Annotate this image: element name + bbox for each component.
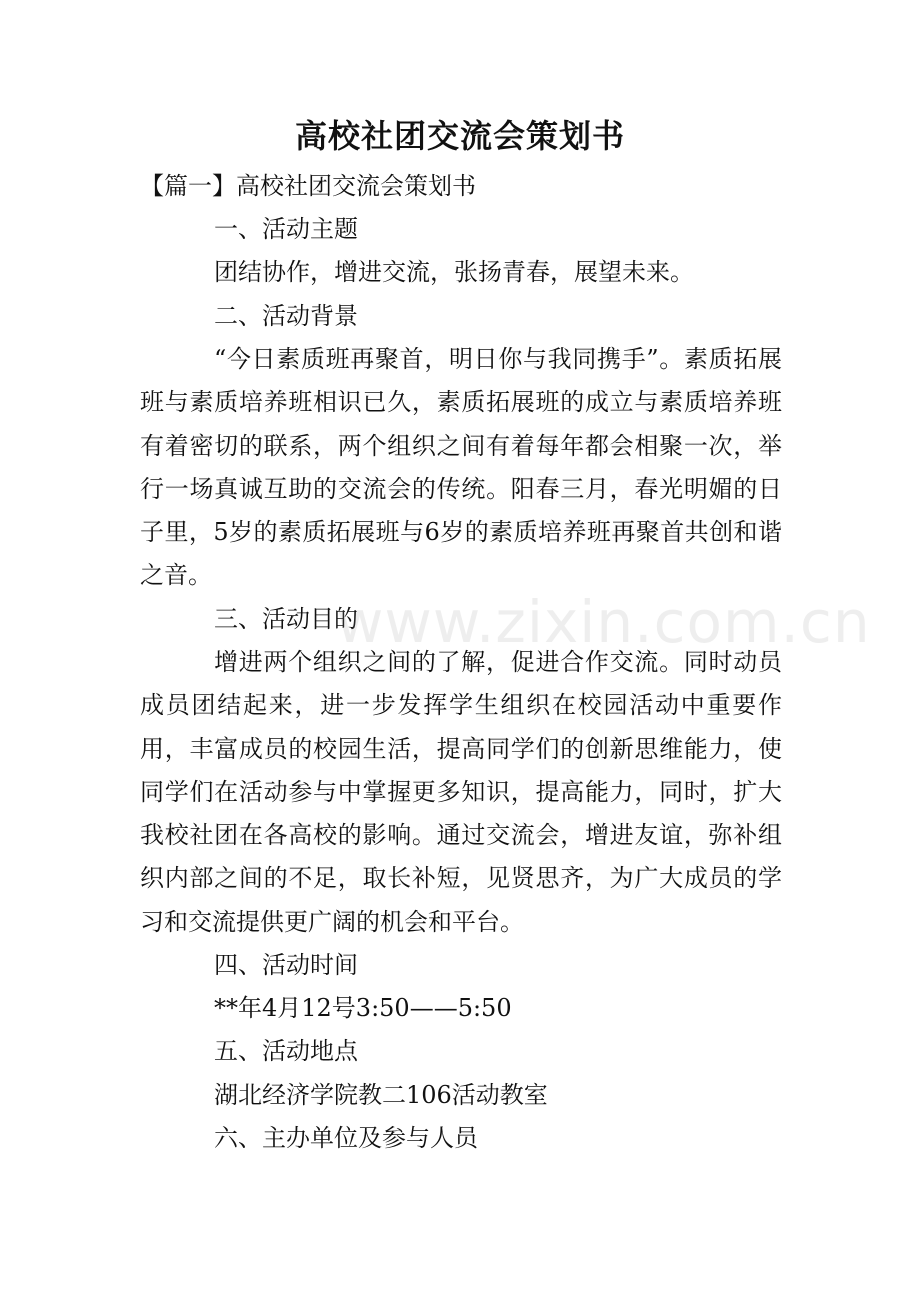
section-heading-purpose: 三、活动目的 xyxy=(214,605,358,633)
section-heading-organizers: 六、主办单位及参与人员 xyxy=(214,1124,478,1152)
part-label: 【篇一】高校社团交流会策划书 xyxy=(140,172,476,200)
section-text-location: 湖北经济学院教二106活动教室 xyxy=(214,1081,548,1109)
section-heading-background: 二、活动背景 xyxy=(214,302,358,330)
document-title: 高校社团交流会策划书 xyxy=(294,117,625,155)
watermark: www.zixin.com.cn xyxy=(336,588,871,656)
section-heading-time: 四、活动时间 xyxy=(214,951,358,979)
section-text-time: **年4月12号3:50——5:50 xyxy=(214,994,512,1022)
section-text-theme: 团结协作，增进交流，张扬青春，展望未来。 xyxy=(214,258,694,286)
section-heading-location: 五、活动地点 xyxy=(214,1037,358,1065)
section-paragraph-purpose: 增进两个组织之间的了解，促进合作交流。同时动员成员团结起来，进一步发挥学生组织在校园活动中重要作用，丰富成员的校园生活，提高同学们的创新思维能力，使同学们在活动参与中掌握更多知识，提高能力，同时，扩大我校社团在各高校的影响。通过交流会，增进友谊，弥补组织内部之间的不足，取长补短，见贤思齐，为广大成员的学习和交流提供更广阔的机会和平台。 xyxy=(140,648,782,936)
section-heading-theme: 一、活动主题 xyxy=(214,215,358,243)
section-paragraph-background: “今日素质班再聚首，明日你与我同携手”。素质拓展班与素质培养班相识已久，素质拓展班的成立与素质培养班有着密切的联系，两个组织之间有着每年都会相聚一次，举行一场真诚互助的交流会的传统。阳春三月，春光明媚的日子里，5岁的素质拓展班与6岁的素质培养班再聚首共创和谐之音。 xyxy=(140,345,782,590)
